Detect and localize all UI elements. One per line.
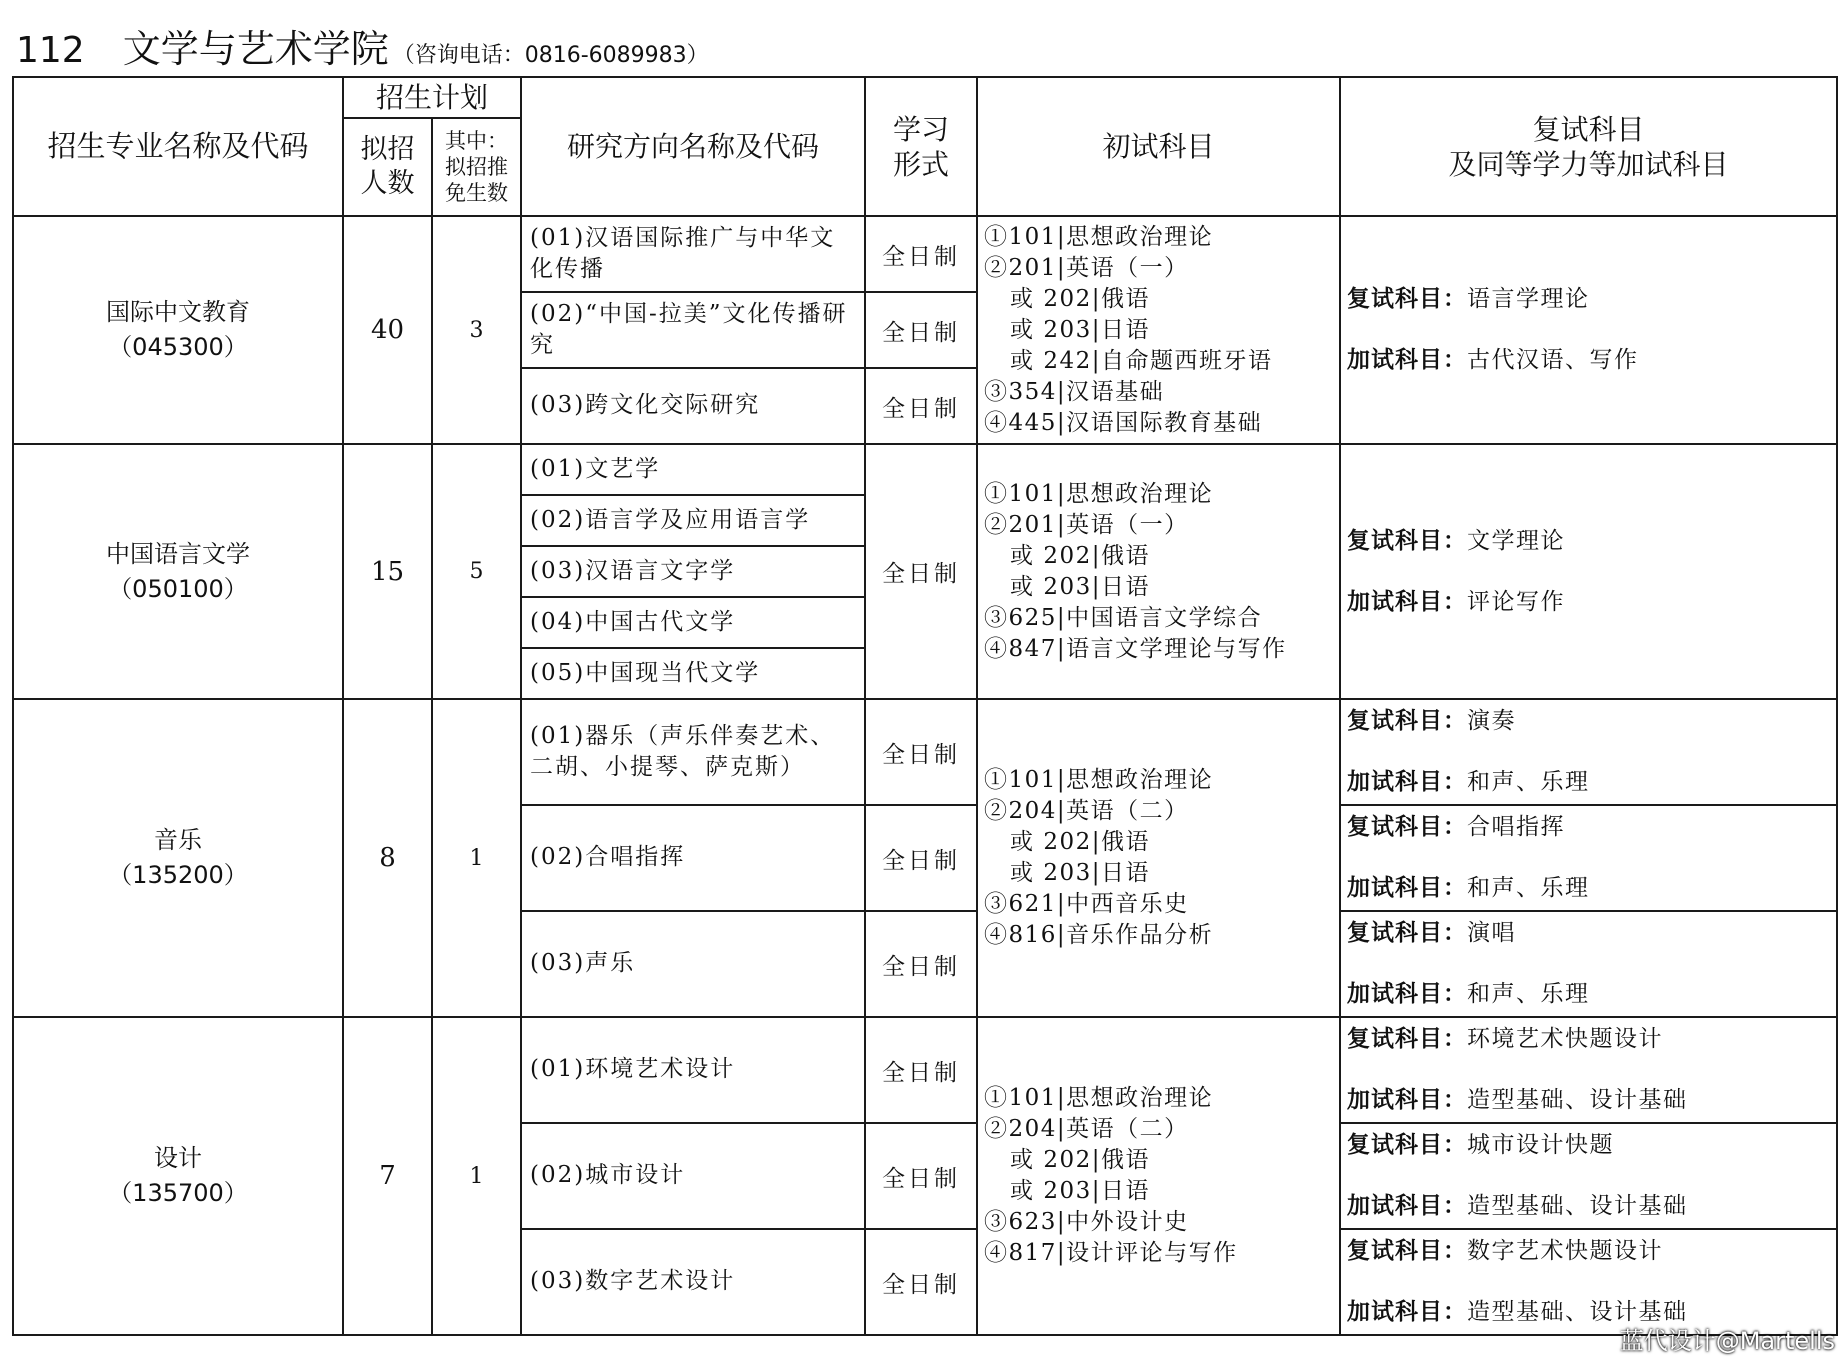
direction-cell: (02)合唱指挥 [521, 805, 865, 911]
extra-value: 和声、乐理 [1467, 875, 1590, 901]
retest-cell [1340, 1017, 1837, 1123]
retest-value: 演奏 [1467, 708, 1517, 734]
mode-cell: 全日制 [865, 216, 977, 292]
major-code: （135200） [108, 861, 248, 889]
direction-cell: (01)汉语国际推广与中华文化传播 [521, 216, 865, 292]
mode-cell: 全日制 [865, 292, 977, 368]
exam-line: 或 203|日语 [1010, 860, 1150, 886]
extra-label: 加试科目： [1347, 1087, 1468, 1113]
direction-cell: (04)中国古代文学 [521, 597, 865, 648]
direction-cell: (02)“中国-拉美”文化传播研究 [521, 292, 865, 368]
exam-line: ①101|思想政治理论 [984, 767, 1214, 793]
quota-value: 7 [343, 1017, 432, 1335]
page-header [16, 18, 709, 70]
direction-cell: (03)声乐 [521, 911, 865, 1017]
major-name: 国际中文教育 [106, 298, 250, 327]
extra-value: 古代汉语、写作 [1467, 347, 1639, 373]
exam-line: ①101|思想政治理论 [984, 480, 1214, 507]
mode-cell: 全日制 [865, 1017, 977, 1123]
extra-value: 造型基础、设计基础 [1467, 1087, 1688, 1113]
exam-line: ④847|语言文学理论与写作 [984, 635, 1287, 662]
extra-label: 加试科目： [1347, 769, 1468, 795]
mode-cell: 全日制 [865, 699, 977, 805]
exam-line: ④445|汉语国际教育基础 [984, 409, 1263, 436]
exam-line: ②201|英语（一） [984, 254, 1189, 281]
consult-phone: （咨询电话：0816-6089983） [392, 43, 709, 68]
retest-value: 环境艺术快题设计 [1467, 1026, 1664, 1052]
retest-value: 文学理论 [1467, 527, 1566, 554]
retest-cell [1340, 805, 1837, 911]
direction-cell: (02)语言学及应用语言学 [521, 495, 865, 546]
exam-line: 或 202|俄语 [1010, 1147, 1150, 1173]
col-major: 招生专业名称及代码 [13, 77, 343, 216]
col-quota: 拟招人数 [343, 118, 432, 216]
retest-cell [1340, 911, 1837, 1017]
retest-label: 复试科目： [1347, 1238, 1468, 1264]
watermark: 蓝代设计@Martells [1619, 1327, 1835, 1355]
exam-line: 或 202|俄语 [1010, 285, 1150, 312]
table-row [13, 699, 1837, 805]
extra-value: 造型基础、设计基础 [1467, 1299, 1688, 1325]
col-exempt: 其中：拟招推免生数 [432, 118, 521, 216]
exam-line: 或 202|俄语 [1010, 829, 1150, 855]
mode-cell: 全日制 [865, 1123, 977, 1229]
extra-value: 造型基础、设计基础 [1467, 1193, 1688, 1219]
exempt-value: 1 [432, 1017, 521, 1335]
exam-cell [977, 1017, 1340, 1335]
exam-line: ②201|英语（一） [984, 511, 1189, 538]
exam-line: 或 242|自命题西班牙语 [1010, 347, 1273, 374]
quota-value: 15 [343, 444, 432, 699]
exam-line: ③625|中国语言文学综合 [984, 604, 1263, 631]
direction-cell: (03)跨文化交际研究 [521, 368, 865, 444]
major-code: （050100） [108, 574, 248, 603]
col-exam: 初试科目 [977, 77, 1340, 216]
mode-cell: 全日制 [865, 444, 977, 699]
exam-line: 或 203|日语 [1010, 316, 1150, 343]
direction-cell: (01)器乐（声乐伴奏艺术、二胡、小提琴、萨克斯） [521, 699, 865, 805]
major-cell [13, 1017, 343, 1335]
college-name: 文学与艺术学院 [122, 27, 389, 71]
exempt-value: 3 [432, 216, 521, 444]
table-row [13, 1017, 1837, 1123]
exam-cell [977, 444, 1340, 699]
col-retest-line2: 及同等学力等加试科目 [1448, 147, 1729, 181]
retest-label: 复试科目： [1347, 708, 1468, 734]
extra-value: 评论写作 [1467, 588, 1566, 615]
exempt-value: 5 [432, 444, 521, 699]
admission-table [12, 76, 1838, 1336]
quota-value: 8 [343, 699, 432, 1017]
major-name: 中国语言文学 [106, 539, 250, 568]
major-cell [13, 699, 343, 1017]
retest-cell [1340, 216, 1837, 444]
retest-value: 数字艺术快题设计 [1467, 1238, 1664, 1264]
major-name: 音乐 [154, 826, 202, 855]
header-row [13, 77, 1837, 118]
college-number: 112 [16, 30, 85, 71]
direction-cell: (01)文艺学 [521, 444, 865, 495]
exam-line: ③623|中外设计史 [984, 1209, 1189, 1235]
exam-line: 或 202|俄语 [1010, 542, 1150, 569]
mode-cell: 全日制 [865, 805, 977, 911]
direction-cell: (02)城市设计 [521, 1123, 865, 1229]
col-retest [1340, 77, 1837, 216]
exam-line: 或 203|日语 [1010, 573, 1150, 600]
retest-label: 复试科目： [1347, 814, 1468, 840]
retest-label: 复试科目： [1347, 527, 1468, 554]
retest-value: 语言学理论 [1467, 286, 1590, 312]
exam-line: ②204|英语（二） [984, 1116, 1189, 1142]
extra-label: 加试科目： [1347, 1193, 1468, 1219]
table-row [13, 216, 1837, 292]
direction-cell: (05)中国现当代文学 [521, 648, 865, 699]
retest-value: 演唱 [1467, 920, 1517, 946]
retest-label: 复试科目： [1347, 1132, 1468, 1158]
extra-label: 加试科目： [1347, 347, 1468, 373]
direction-cell: (01)环境艺术设计 [521, 1017, 865, 1123]
exempt-value: 1 [432, 699, 521, 1017]
quota-value: 40 [343, 216, 432, 444]
mode-cell: 全日制 [865, 1229, 977, 1335]
retest-cell [1340, 699, 1837, 805]
exam-cell [977, 699, 1340, 1017]
extra-value: 和声、乐理 [1467, 769, 1590, 795]
exam-line: ②204|英语（二） [984, 798, 1189, 824]
retest-label: 复试科目： [1347, 286, 1468, 312]
retest-value: 合唱指挥 [1467, 814, 1566, 840]
extra-label: 加试科目： [1347, 875, 1468, 901]
retest-value: 城市设计快题 [1467, 1132, 1615, 1158]
major-name: 设计 [154, 1144, 202, 1173]
retest-label: 复试科目： [1347, 1026, 1468, 1052]
major-cell [13, 444, 343, 699]
retest-cell [1340, 444, 1837, 699]
col-direction: 研究方向名称及代码 [521, 77, 865, 216]
major-code: （045300） [108, 333, 248, 361]
exam-line: ③621|中西音乐史 [984, 891, 1189, 917]
extra-label: 加试科目： [1347, 981, 1468, 1007]
mode-cell: 全日制 [865, 368, 977, 444]
major-code: （135700） [108, 1179, 248, 1207]
exam-line: 或 203|日语 [1010, 1178, 1150, 1204]
exam-line: ④817|设计评论与写作 [984, 1240, 1238, 1266]
col-mode: 学习形式 [865, 77, 977, 216]
exam-line: ③354|汉语基础 [984, 378, 1165, 405]
retest-cell [1340, 1123, 1837, 1229]
retest-label: 复试科目： [1347, 920, 1468, 946]
major-cell [13, 216, 343, 444]
exam-line: ①101|思想政治理论 [984, 223, 1214, 250]
exam-line: ④816|音乐作品分析 [984, 922, 1214, 948]
col-retest-line1: 复试科目 [1532, 112, 1645, 146]
direction-cell: (03)汉语言文字学 [521, 546, 865, 597]
extra-label: 加试科目： [1347, 1299, 1468, 1325]
col-plan: 招生计划 [343, 77, 521, 118]
direction-cell: (03)数字艺术设计 [521, 1229, 865, 1335]
table-row [13, 444, 1837, 495]
mode-cell: 全日制 [865, 911, 977, 1017]
exam-cell [977, 216, 1340, 444]
extra-label: 加试科目： [1347, 588, 1468, 615]
exam-line: ①101|思想政治理论 [984, 1085, 1214, 1111]
retest-cell [1340, 1229, 1837, 1335]
extra-value: 和声、乐理 [1467, 981, 1590, 1007]
